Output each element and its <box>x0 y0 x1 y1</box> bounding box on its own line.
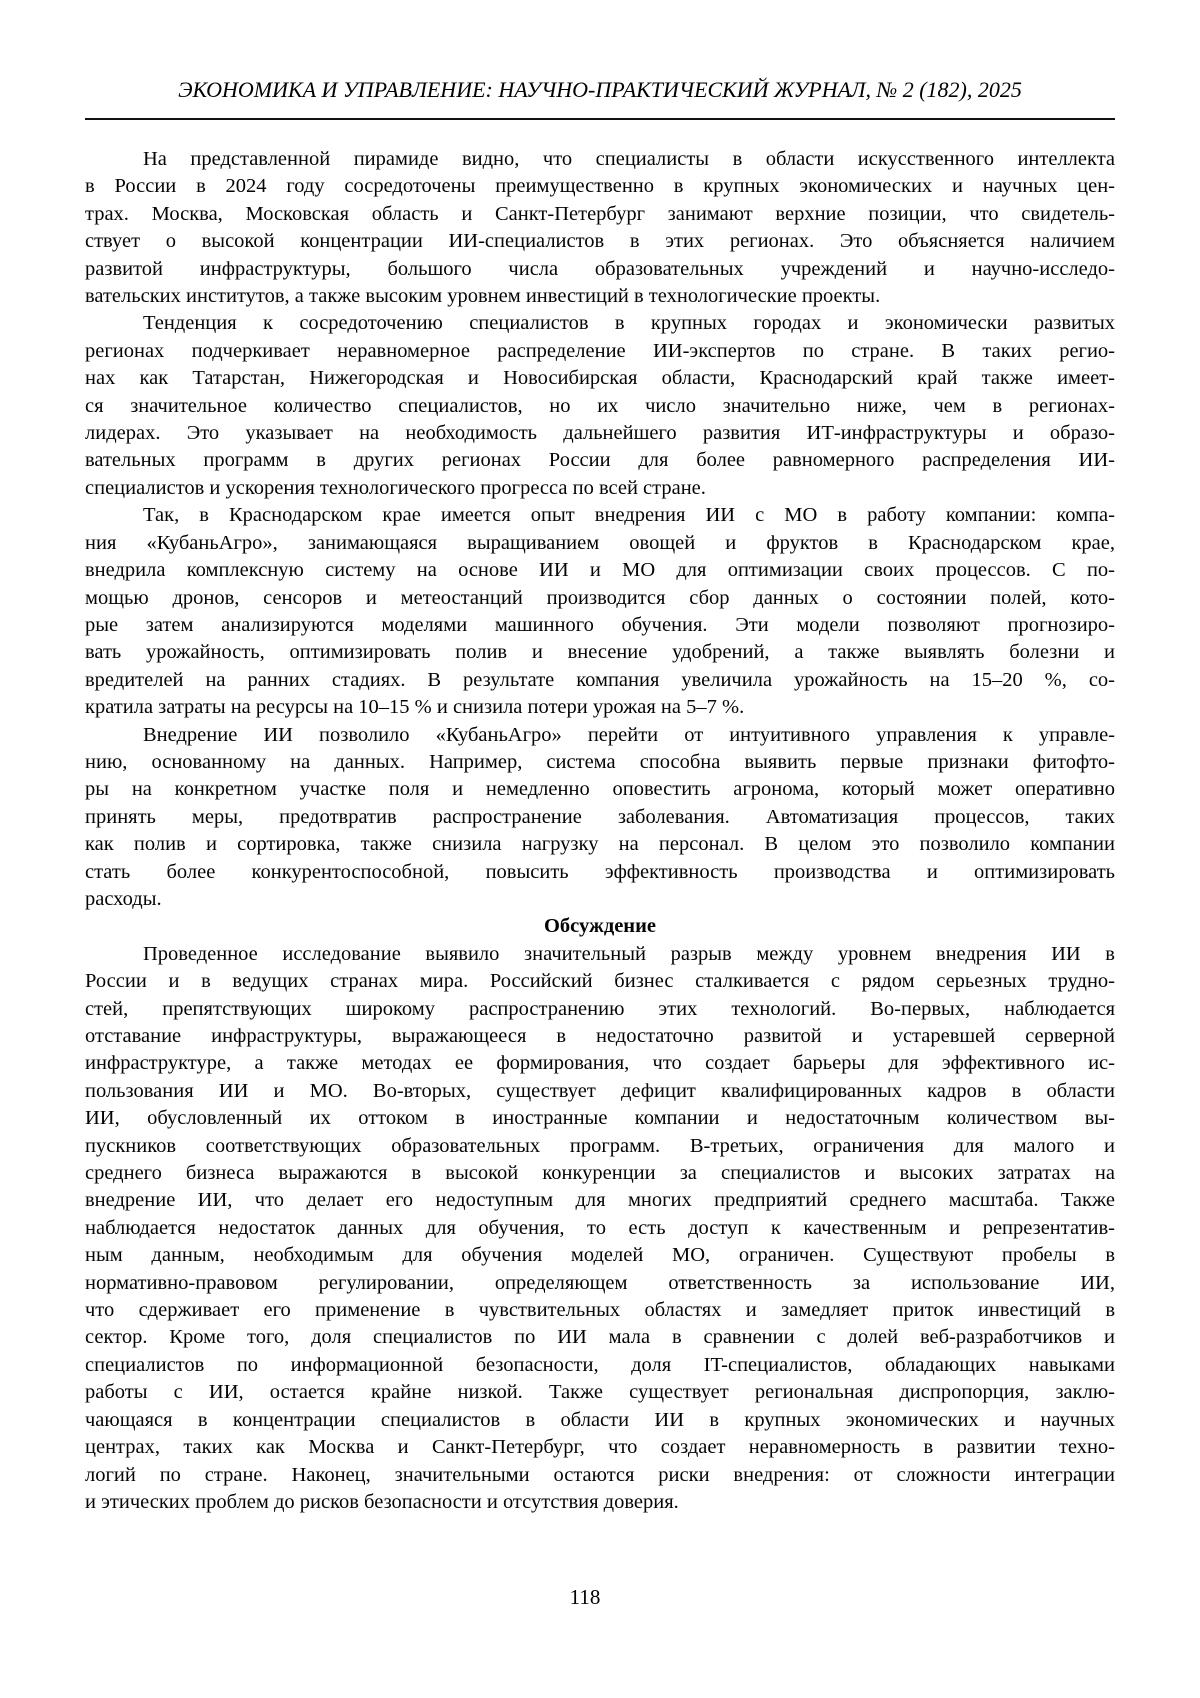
text-line: пускников соответствующих образовательных программ. В-третьих, ограничения для малого и <box>85 1134 1115 1157</box>
text-line: и этических проблем до рисков безопасности и отсутствия доверия. <box>85 1490 679 1513</box>
text-line: Проведенное исследование выявило значительный разрыв между уровнем внедрения ИИ в <box>143 942 1115 965</box>
text-line: что сдерживает его применение в чувствительных областях и замедляет приток инвестиций в <box>85 1299 1115 1322</box>
text-line: Тенденция к сосредоточению специалистов в крупных городах и экономически развитых <box>143 312 1115 335</box>
text-line: сектор. Кроме того, доля специалистов по ИИ мала в сравнении с долей веб-разработчиков и <box>85 1326 1115 1349</box>
page-number: 118 <box>569 1585 601 1609</box>
text-line: вательских институтов, а также высоким уровнем инвестиций в технологические проекты. <box>85 285 881 308</box>
text-line: кратила затраты на ресурсы на 10–15 % и снизила потери урожая на 5–7 %. <box>85 696 745 719</box>
text-line: На представленной пирамиде видно, что специалисты в области искусственного интеллекта <box>143 148 1115 170</box>
text-line: логий по стране. Наконец, значительными остаются риски внедрения: от сложности интеграции <box>85 1463 1115 1486</box>
text-line: ся значительное количество специалистов, но их число значительно ниже, чем в регионах- <box>85 394 1115 417</box>
text-line: вредителей на ранних стадиях. В результате компания увеличила урожайность на 15–20 %, со- <box>85 668 1115 691</box>
text-line: вать урожайность, оптимизировать полив и внесение удобрений, а также выявлять болезни и <box>85 641 1115 664</box>
text-line: нию, основанному на данных. Например, система способна выявить первые признаки фитофто- <box>85 750 1115 773</box>
text-line: чающаяся в концентрации специалистов в области ИИ в крупных экономических и научных <box>85 1408 1115 1431</box>
text-line: инфраструктуре, а также методах ее формирования, что создает барьеры для эффективного ис- <box>85 1052 1115 1075</box>
text-line: как полив и сортировка, также снизила нагрузку на персонал. В целом это позволило компании <box>85 833 1115 856</box>
text-line: нормативно-правовом регулировании, определяющем ответственность за использование ИИ, <box>85 1271 1115 1294</box>
text-line: специалистов и ускорения технологического прогресса по всей стране. <box>85 476 706 499</box>
text-line: внедрение ИИ, что делает его недоступным для многих предприятий среднего масштаба. Также <box>85 1189 1115 1212</box>
text-line: ИИ, обусловленный их оттоком в иностранные компании и недостаточным количеством вы- <box>85 1107 1115 1130</box>
text-line: ния «КубаньАгро», занимающаяся выращиванием овощей и фруктов в Краснодарском крае, <box>85 531 1115 554</box>
text-line: Так, в Краснодарском крае имеется опыт внедрения ИИ с МО в работу компании: компа- <box>143 504 1115 527</box>
text-line: мощью дронов, сенсоров и метеостанций производится сбор данных о состоянии полей, кото- <box>85 586 1115 609</box>
text-line: лидерах. Это указывает на необходимость дальнейшего развития ИТ-инфраструктуры и образо- <box>85 422 1115 445</box>
text-line: среднего бизнеса выражаются в высокой конкуренции за специалистов и высоких затратах на <box>85 1162 1115 1185</box>
text-line: центрах, таких как Москва и Санкт-Петербург, что создает неравномерность в развитии техно- <box>85 1436 1115 1459</box>
text-line: трах. Москва, Московская область и Санкт-Петербург занимают верхние позиции, что свидетель- <box>85 202 1115 225</box>
text-line: стать более конкурентоспособной, повысить эффективность производства и оптимизировать <box>85 860 1115 883</box>
text-line: принять меры, предотвратив распространение заболевания. Автоматизация процессов, таких <box>85 805 1115 828</box>
text-line: рые затем анализируются моделями машинного обучения. Эти модели позволяют прогнозиро- <box>85 613 1115 636</box>
text-line: стей, препятствующих широкому распространению этих технологий. Во-первых, наблюдается <box>85 997 1115 1020</box>
text-line: развитой инфраструктуры, большого числа образовательных учреждений и научно-исследо- <box>85 257 1115 280</box>
text-line: отставание инфраструктуры, выражающееся в недостаточно развитой и устаревшей серверной <box>85 1025 1115 1047</box>
text-line: вательных программ в других регионах России для более равномерного распределения ИИ- <box>85 449 1115 472</box>
text-line: нах как Татарстан, Нижегородская и Новосибирская области, Краснодарский край также имеет- <box>85 367 1115 390</box>
text-line: Внедрение ИИ позволило «КубаньАгро» перейти от интуитивного управления к управле- <box>143 723 1115 746</box>
text-line: ствует о высокой концентрации ИИ-специалистов в этих регионах. Это объясняется наличием <box>85 230 1115 253</box>
text-line: расходы. <box>85 887 162 910</box>
text-line: ры на конкретном участке поля и немедленно оповестить агронома, который может оперативно <box>85 778 1115 801</box>
section-heading: Обсуждение <box>543 915 657 938</box>
journal-header-title: ЭКОНОМИКА И УПРАВЛЕНИЕ: НАУЧНО-ПРАКТИЧЕСКИЙ ЖУРНАЛ, № 2 (182), 2025 <box>178 77 1022 102</box>
text-line: ным данным, необходимым для обучения моделей МО, ограничен. Существуют пробелы в <box>85 1244 1115 1267</box>
text-line: работы с ИИ, остается крайне низкой. Также существует региональная диспропорция, заклю- <box>85 1381 1115 1404</box>
text-line: специалистов по информационной безопасности, доля IT-специалистов, обладающих навыками <box>85 1353 1115 1376</box>
text-line: пользования ИИ и МО. Во-вторых, существует дефицит квалифицированных кадров в области <box>85 1079 1115 1102</box>
text-line: регионах подчеркивает неравномерное распределение ИИ-экспертов по стране. В таких регио- <box>85 339 1115 362</box>
header-rule <box>85 118 1115 120</box>
article-body <box>85 146 1115 1516</box>
text-line: в России в 2024 году сосредоточены преимущественно в крупных экономических и научных цен- <box>85 175 1115 198</box>
text-line: России и в ведущих странах мира. Российский бизнес сталкивается с рядом серьезных трудно- <box>85 970 1115 993</box>
text-line: внедрила комплексную систему на основе ИИ и МО для оптимизации своих процессов. С по- <box>85 559 1115 582</box>
text-line: наблюдается недостаток данных для обучения, то есть доступ к качественным и репрезентатив- <box>85 1216 1115 1239</box>
